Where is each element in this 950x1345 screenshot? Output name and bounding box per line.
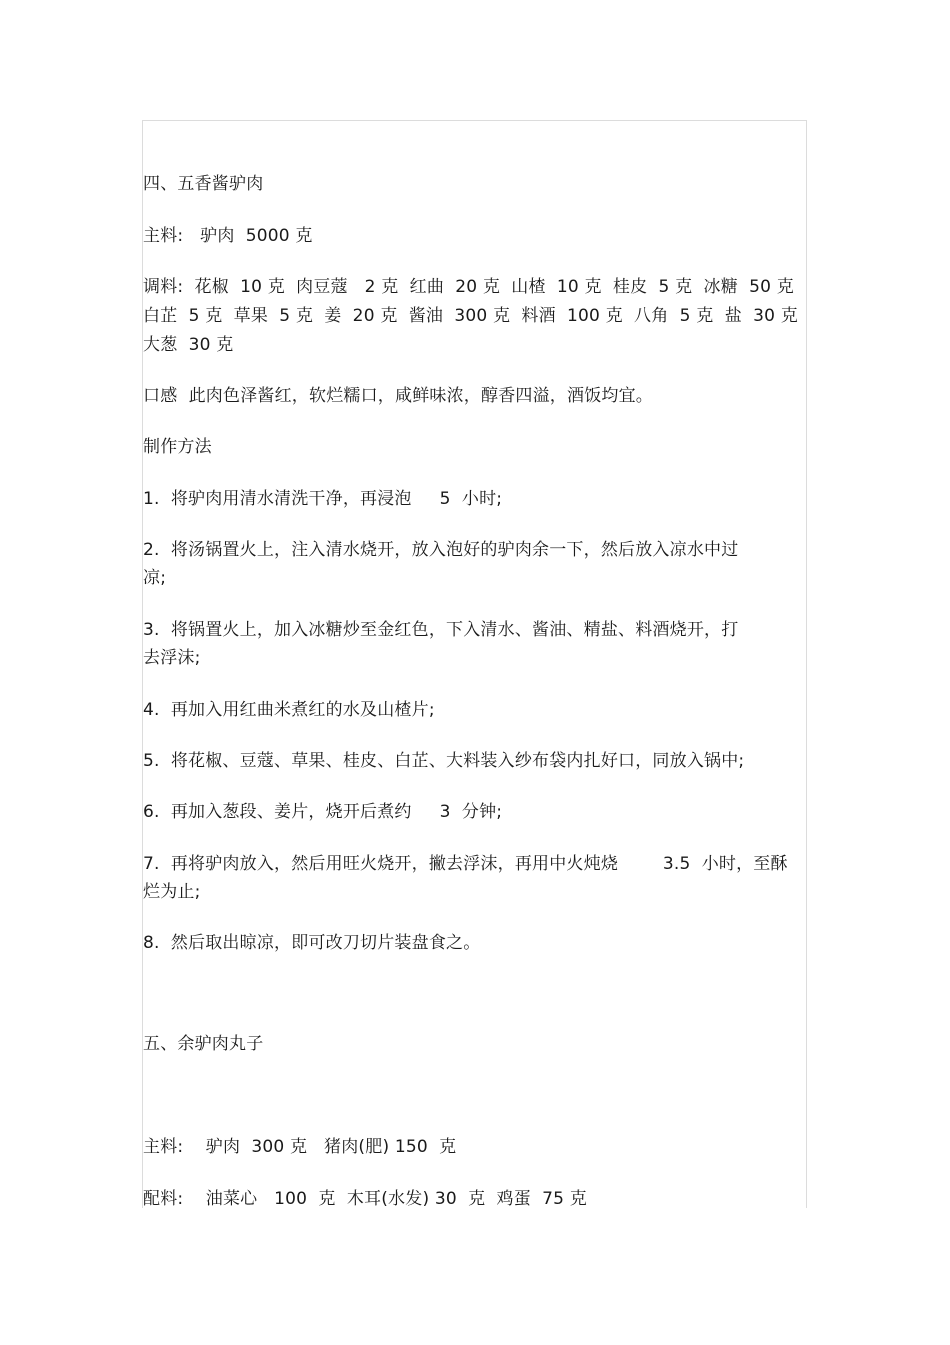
section4-seasonings-line-2: 白芷 5 克 草果 5 克 姜 20 克 酱油 300 克 料酒 100 克 八角 5 克 盐 30 克 (143, 306, 798, 326)
section5-main-ingredients: 主料: 驴肉 300 克 猪肉(肥) 150 克 (143, 1137, 457, 1157)
step-3: 3. 将锅置火上，加入冰糖炒至金红色，下入清水、酱油、精盐、料酒烧开，打 (143, 620, 739, 640)
section4-seasonings-line-1: 调料: 花椒 10 克 肉豆蔻 2 克 红曲 20 克 山楂 10 克 桂皮 5 克 冰糖 50 克 (143, 277, 795, 297)
step-2: 2. 将汤锅置火上，注入清水烧开，放入泡好的驴肉余一下，然后放入凉水中过 (143, 540, 739, 560)
step-2-continued: 凉; (143, 568, 167, 588)
step-8: 8. 然后取出晾凉，即可改刀切片装盘食之。 (143, 933, 481, 953)
step-1: 1. 将驴肉用清水清洗干净，再浸泡 5 小时; (143, 489, 503, 509)
section4-main-ingredients: 主料: 驴肉 5000 克 (143, 226, 313, 246)
step-4: 4. 再加入用红曲米煮红的水及山楂片; (143, 700, 435, 720)
section5-side-ingredients: 配料: 油菜心 100 克 木耳(水发) 30 克 鸡蛋 75 克 (143, 1189, 587, 1209)
method-heading: 制作方法 (143, 437, 212, 457)
step-3-continued: 去浮沫; (143, 648, 201, 668)
step-7-continued: 烂为止; (143, 882, 201, 902)
section5-title: 五、余驴肉丸子 (143, 1034, 264, 1054)
step-7: 7. 再将驴肉放入，然后用旺火烧开，撇去浮沫，再用中火炖烧 3.5 小时，至酥 (143, 854, 788, 874)
step-6: 6. 再加入葱段、姜片，烧开后煮约 3 分钟; (143, 802, 503, 822)
step-5: 5. 将花椒、豆蔻、草果、桂皮、白芷、大料装入纱布袋内扎好口，同放入锅中; (143, 751, 745, 771)
section4-title: 四、五香酱驴肉 (143, 174, 264, 194)
section4-taste: 口感 此肉色泽酱红，软烂糯口，咸鲜味浓，醇香四溢，酒饭均宜。 (143, 386, 654, 406)
section4-seasonings-line-3: 大葱 30 克 (143, 335, 234, 355)
